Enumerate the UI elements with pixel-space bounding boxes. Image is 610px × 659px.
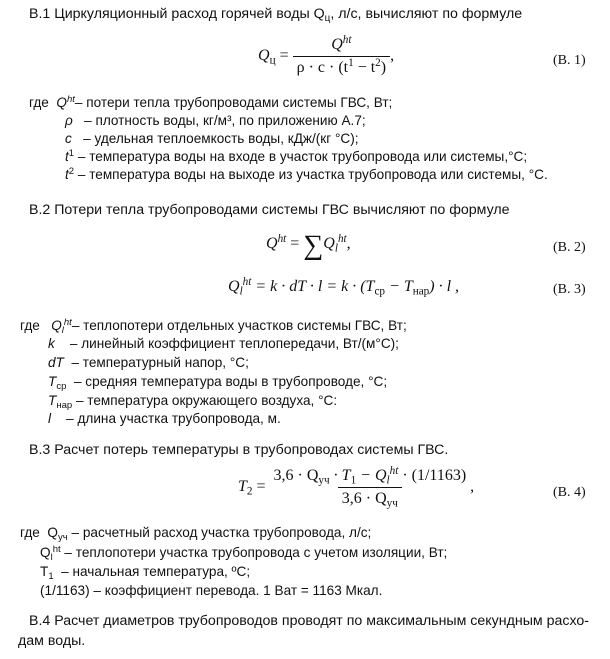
formula-b1: $Q_ц$ = $\frac{Q^{ht}}{\rho \cdot c \cdot (t^1 - t^2)}$ ,	[258, 33, 395, 76]
formula-b2: $Q^{ht} = \sum Q_l^{ht}$,	[266, 230, 351, 261]
section-b2-heading: В.2 Потери тепла трубопроводами системы ГВС вычисляют по формуле	[29, 202, 510, 218]
def-b2-1: где $Q_l^{ht}-$ теплопотери отдельных участков системы ГВС, Вт;	[20, 316, 407, 336]
def-b3-2: $Q_l^{ht}$ – теплопотери участка трубопровода с учетом изоляции, Вт;	[40, 543, 448, 563]
section-b3-heading: В.3 Расчет потерь температуры в трубопроводах системы ГВС.	[29, 442, 449, 458]
formula-b3: $Q_l^{ht} = k$ · dT · $l = k \cdot (T_{ср} - T_{нар}) \cdot l$ ,	[228, 275, 460, 298]
equation-number-b1: (В. 1)	[553, 53, 586, 68]
formula-b4: $T_2$ = $\frac{3,6 \cdot Q_{уч} \cdot T_1 - Q_l^{ht} \cdot (1/1163)}{3,6 \cdot Q_{уч}}$ ,	[238, 464, 475, 510]
def-b1-3: c – удельная теплоемкость воды, кДж/(кг °С);	[65, 131, 359, 146]
def-b2-2: k – линейный коэффициент теплопередачи, Вт/(м°С);	[48, 336, 399, 351]
section-b4-line2: дам воды.	[18, 633, 86, 649]
equation-number-b3: (В. 3)	[553, 282, 586, 297]
section-b1-heading: В.1 Циркуляционный расход горячей воды $Q_ц$, л/с, вычисляют по формуле	[29, 6, 523, 24]
def-b1-4: $t^1$ – температура воды на входе в участок трубопровода или системы,°С;	[65, 147, 528, 164]
equation-number-b2: (В. 2)	[553, 240, 586, 255]
def-b3-3: $T_1$ – начальная температура, ºС;	[40, 564, 251, 582]
def-b2-5: $T_{нар}$ – температура окружающего воздуха, °С:	[48, 393, 338, 411]
def-b1-1: где $Q^{ht}-$ потери тепла трубопроводами системы ГВС, Вт;	[29, 93, 393, 110]
def-b1-5: $t^2$ – температура воды на выходе из участка трубопровода или системы, °С.	[65, 165, 548, 182]
equation-number-b4: (В. 4)	[553, 485, 586, 500]
def-b3-4: (1/1163) – коэффициент перевода. 1 Ват = 1163 Мкал.	[40, 583, 383, 598]
def-b2-3: dT – температурный напор, °С;	[48, 355, 249, 370]
section-b4-line1: В.4 Расчет диаметров трубопроводов проводят по максимальным секундным расхо-	[29, 613, 590, 629]
def-b2-6: l – длина участка трубопровода, м.	[48, 411, 281, 426]
def-b3-1: где $Q_{уч}$ – расчетный расход участка трубопровода, л/с;	[20, 525, 372, 543]
def-b2-4: $T_{ср}$ – средняя температура воды в трубопроводе, °С;	[48, 374, 388, 392]
def-b1-2: ρ – плотность воды, кг/м³, по приложению А.7;	[65, 113, 366, 128]
